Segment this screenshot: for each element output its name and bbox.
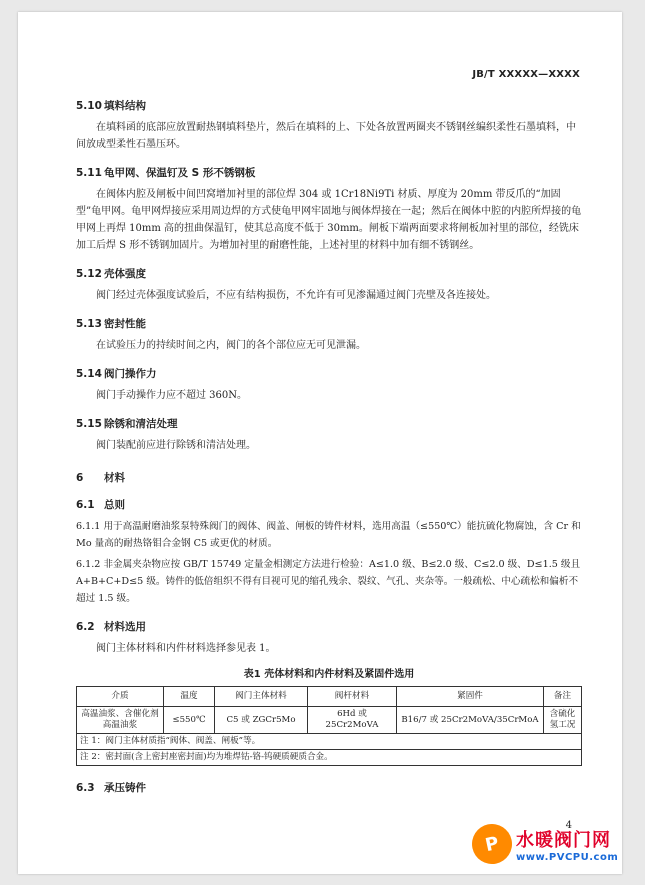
table-note-row bbox=[77, 750, 582, 766]
section-5-10-text: 在填料函的底部应放置耐热钢填料垫片，然后在填料的上、下处各放置两圈夹不锈钢丝编织柔性石墨填料，中间放成型柔性石墨压环。 bbox=[76, 122, 576, 150]
table-row bbox=[77, 707, 582, 734]
watermark-url: www.PVCPU.com bbox=[516, 851, 619, 863]
section-heading-6: 6 材料 bbox=[76, 472, 125, 484]
table-cell: C5 或 ZGCr5Mo bbox=[215, 707, 308, 734]
page-number: 4 bbox=[565, 820, 572, 831]
section-5-13-text: 在试验压力的持续时间之内，阀门的各个部位应无可见泄漏。 bbox=[96, 340, 366, 351]
watermark bbox=[472, 818, 632, 870]
table-cell: 含硫化氢工况 bbox=[544, 707, 582, 734]
watermark-logo-icon: P bbox=[468, 820, 515, 867]
clause-6-1-2: 6.1.2 非金属夹杂物应按 GB/T 15749 定量金相测定方法进行检验：A≤1.0 级、B≤2.0 级、C≤2.0 级、D≤1.5 级且 A+B+C+D≤5 级。铸件的低倍组织不得有目视可见的缩孔残余、裂纹、气孔、夹杂等。一般疏松、中心疏松和偏析不超过 1.5 级。 bbox=[76, 559, 581, 604]
materials-table bbox=[76, 686, 582, 766]
table-header-cell: 备注 bbox=[544, 687, 582, 707]
section-heading-5-15: 5.15 除锈和清洁处理 bbox=[76, 418, 178, 430]
section-5-11-text: 在阀体内腔及闸板中间凹窝增加衬里的部位焊 304 或 1Cr18Ni9Ti 材质、厚度为 20mm 带反爪的“加固型”龟甲网。龟甲网焊接应采用周边焊的方式使龟甲网牢固地与阀体焊接在一起；然后在阀体中腔的内腔所焊接的龟甲网上再焊 10mm 高的扭曲保温钉，使其总高度不低于 30mm。闸板下端两面要求将闸板加衬里的部位，经铣床加工后焊 S 形不锈钢加固片。为增加衬里的耐磨性能，上述衬里的材料中加有细不锈钢丝。 bbox=[76, 189, 582, 251]
section-heading-5-10: 5.10 填料结构 bbox=[76, 100, 146, 112]
table-cell: B16/7 或 25Cr2MoVA/35CrMoA bbox=[397, 707, 544, 734]
table-cell: 高温油浆、含催化剂高温油浆 bbox=[77, 707, 164, 734]
watermark-title: 水暖阀门网 bbox=[516, 829, 611, 851]
section-heading-5-11: 5.11 龟甲网、保温钉及 S 形不锈钢板 bbox=[76, 167, 256, 179]
section-heading-6-1: 6.1 总则 bbox=[76, 499, 125, 511]
section-heading-6-2: 6.2 材料选用 bbox=[76, 621, 146, 633]
table-header-row bbox=[77, 687, 582, 707]
table-header-cell: 阀杆材料 bbox=[308, 687, 397, 707]
table-cell: ≤550℃ bbox=[164, 707, 215, 734]
table-header-cell: 阀门主体材料 bbox=[215, 687, 308, 707]
section-5-15-text: 阀门装配前应进行除锈和清洁处理。 bbox=[96, 440, 256, 451]
section-heading-6-3: 6.3 承压铸件 bbox=[76, 782, 146, 794]
table-header-cell: 介质 bbox=[77, 687, 164, 707]
section-heading-5-12: 5.12 壳体强度 bbox=[76, 268, 146, 280]
document-id: JB/T XXXXX—XXXX bbox=[472, 69, 580, 80]
section-6-2-text: 阀门主体材料和内件材料选择参见表 1。 bbox=[96, 643, 276, 654]
table-cell: 6Hd 或 25Cr2MoVA bbox=[308, 707, 397, 734]
table-note-2: 注 2：密封面(含上密封座密封面)均为堆焊钴-铬-钨硬质硬质合金。 bbox=[77, 750, 582, 766]
table-header-cell: 紧固件 bbox=[397, 687, 544, 707]
table-note-row bbox=[77, 734, 582, 750]
section-5-14-text: 阀门手动操作力应不超过 360N。 bbox=[96, 390, 248, 401]
document-page bbox=[18, 12, 622, 874]
section-heading-5-13: 5.13 密封性能 bbox=[76, 318, 146, 330]
section-heading-5-14: 5.14 阀门操作力 bbox=[76, 368, 157, 380]
document-content bbox=[76, 86, 582, 801]
section-5-12-text: 阀门经过壳体强度试验后，不应有结构损伤，不允许有可见渗漏通过阀门壳壁及各连接处。 bbox=[96, 290, 496, 301]
table-caption: 表1 壳体材料和内件材料及紧固件选用 bbox=[243, 669, 415, 680]
table-header-cell: 温度 bbox=[164, 687, 215, 707]
clause-6-1-1: 6.1.1 用于高温耐磨油浆泵特殊阀门的阀体、阀盖、闸板的铸件材料，选用高温（≤550℃）能抗硫化物腐蚀，含 Cr 和 Mo 量高的耐热铬钼合金钢 C5 或更优的材质。 bbox=[76, 521, 581, 549]
table-note-1: 注 1：阀门主体材质指“阀体、阀盖、闸板”等。 bbox=[77, 734, 582, 750]
